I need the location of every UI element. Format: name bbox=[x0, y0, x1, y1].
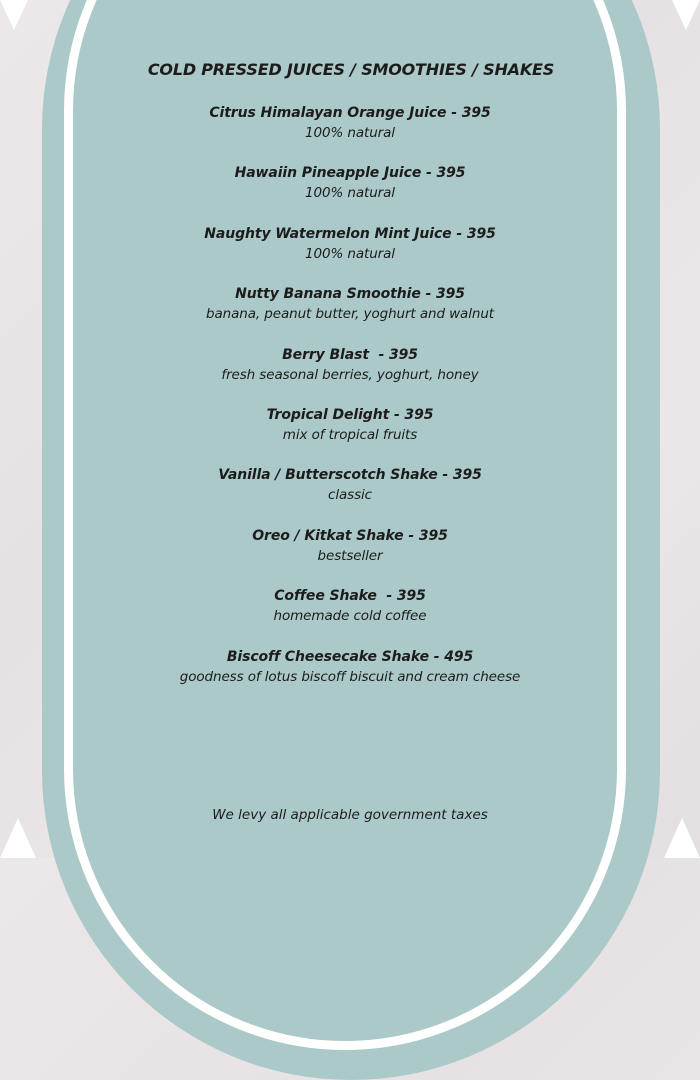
menu-item bbox=[0, 345, 700, 405]
menu-item-description: 100% natural bbox=[305, 245, 395, 262]
corner-triangle-decoration bbox=[672, 0, 700, 30]
menu-item bbox=[0, 224, 700, 284]
menu-item bbox=[0, 465, 700, 525]
menu-item-description: 100% natural bbox=[305, 125, 395, 141]
menu-item-description: mix of tropical fruits bbox=[282, 426, 418, 443]
menu-item-name: Vanilla / Butterscotch Shake - 395 bbox=[218, 467, 482, 484]
menu-item bbox=[0, 526, 700, 586]
corner-triangle-decoration bbox=[0, 0, 28, 30]
menu-item bbox=[0, 103, 700, 163]
menu-item-name: Citrus Himalayan Orange Juice - 395 bbox=[209, 105, 491, 121]
menu-item-name: Biscoff Cheesecake Shake - 495 bbox=[226, 648, 474, 665]
menu-item-description: goodness of lotus biscoff biscuit and cream cheese bbox=[179, 668, 521, 685]
menu-item-description: 100% natural bbox=[305, 185, 395, 202]
menu-item-description: homemade cold coffee bbox=[273, 608, 427, 625]
menu-item-description: fresh seasonal berries, yoghurt, honey bbox=[221, 366, 479, 383]
menu-item-name: Nutty Banana Smoothie - 395 bbox=[235, 286, 465, 303]
menu-item bbox=[0, 284, 700, 344]
menu-title: COLD PRESSED JUICES / SMOOTHIES / SHAKES bbox=[147, 60, 555, 79]
tax-note: We levy all applicable government taxes bbox=[212, 807, 488, 823]
menu-item bbox=[0, 586, 700, 646]
menu-item bbox=[0, 163, 700, 223]
menu-item-description: bestseller bbox=[317, 547, 383, 564]
menu-item bbox=[0, 405, 700, 465]
menu-item bbox=[0, 647, 700, 707]
menu-item-name: Berry Blast - 395 bbox=[282, 346, 418, 363]
menu-item-description: classic bbox=[328, 487, 372, 504]
menu-content bbox=[0, 59, 700, 707]
menu-item-description: banana, peanut butter, yoghurt and walnut bbox=[206, 306, 494, 323]
menu-item-name: Naughty Watermelon Mint Juice - 395 bbox=[204, 225, 496, 242]
menu-item-name: Coffee Shake - 395 bbox=[274, 588, 426, 605]
menu-item-name: Tropical Delight - 395 bbox=[266, 406, 434, 423]
menu-item-name: Hawaiin Pineapple Juice - 395 bbox=[234, 165, 466, 182]
menu-item-name: Oreo / Kitkat Shake - 395 bbox=[252, 527, 448, 544]
